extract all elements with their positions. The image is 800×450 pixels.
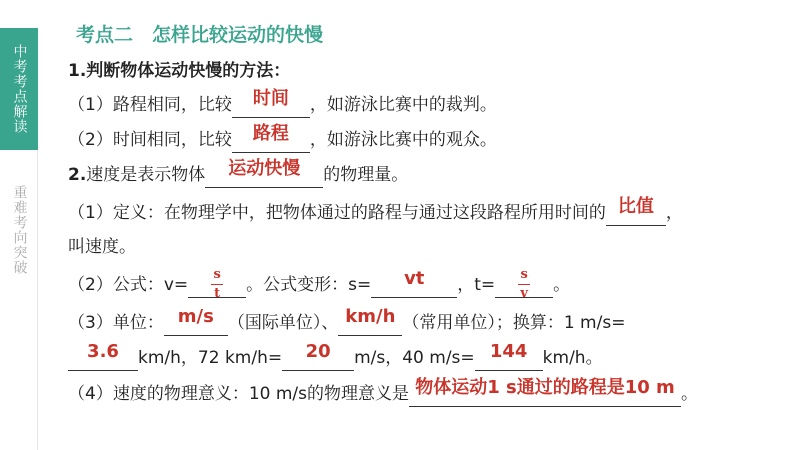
text: 。公式变形：s= — [246, 275, 372, 295]
line-conversion — [68, 341, 603, 371]
text: （2）公式：v= — [68, 275, 189, 295]
blank-8 — [164, 306, 228, 336]
blank-3 — [205, 158, 323, 188]
blank-9 — [338, 306, 402, 336]
answer-m-per-s: m/s — [177, 306, 214, 327]
text: ，如游泳比赛中的观众。 — [309, 130, 497, 150]
text: （4）速度的物理意义：10 m/s的物理意义是 — [68, 384, 409, 404]
text: ， — [665, 203, 683, 223]
sidebar — [0, 0, 38, 450]
answer-time: 时间 — [252, 88, 289, 109]
answer-3-6: 3.6 — [87, 341, 119, 362]
answer-144: 144 — [489, 341, 528, 362]
text: km/h。 — [542, 348, 603, 368]
answer-vt: vt — [404, 268, 425, 289]
sidebar-tab-exam-points[interactable]: 中考考点解读 — [0, 28, 38, 150]
line-speed-def — [68, 158, 409, 188]
denominator: t — [214, 286, 221, 301]
line-distance-same — [68, 88, 497, 118]
text: m/s，40 m/s= — [354, 348, 475, 368]
answer-km-per-h: km/h — [345, 306, 396, 327]
denominator: v — [520, 286, 528, 301]
text: （常用单位）；换算：1 m/s= — [402, 313, 626, 333]
answer-distance: 路程 — [252, 123, 289, 144]
numerator: s — [520, 267, 528, 282]
answer-ratio: 比值 — [617, 196, 654, 217]
section-heading-1: 1.判断物体运动快慢的方法： — [68, 61, 291, 81]
text: 。 — [681, 384, 698, 404]
text: （1）路程相同，比较 — [68, 95, 232, 115]
answer-motion-speed: 运动快慢 — [228, 158, 301, 179]
line-time-same — [68, 123, 497, 153]
fraction-s-over-v — [518, 268, 530, 301]
line-formula — [68, 267, 571, 301]
answer-meaning: 物体运动1 s通过的路程是10 m — [415, 377, 675, 398]
line-definition — [68, 196, 683, 226]
blank-5 — [188, 267, 246, 301]
fraction-s-over-t — [211, 268, 223, 301]
text: 2. — [68, 165, 87, 185]
text: ，t= — [457, 275, 496, 295]
blank-4 — [606, 196, 666, 226]
blank-6 — [371, 268, 457, 298]
blank-12 — [475, 341, 543, 371]
line-units — [68, 306, 626, 336]
blank-10 — [68, 341, 138, 371]
numerator: s — [213, 267, 221, 282]
text: 速度是表示物体 — [86, 165, 206, 185]
blank-13 — [409, 377, 681, 407]
text: （1）定义：在物理学中，把物体通过的路程与通过这段路程所用时间的 — [68, 203, 606, 223]
blank-7 — [495, 267, 553, 301]
text: 。 — [553, 275, 571, 295]
text: （国际单位）、 — [227, 313, 339, 333]
line-called-speed: 叫速度。 — [68, 237, 136, 257]
page-title: 考点二 怎样比较运动的快慢 — [76, 24, 324, 46]
text: （2）时间相同，比较 — [68, 130, 232, 150]
text: ，如游泳比赛中的裁判。 — [309, 95, 497, 115]
blank-11 — [282, 341, 354, 371]
blank-1 — [232, 88, 310, 118]
text: （3）单位： — [68, 313, 164, 333]
line-meaning — [68, 377, 698, 407]
sidebar-tab-key-difficulties[interactable]: 重难考向突破 — [11, 185, 28, 275]
text: 的物理量。 — [323, 165, 409, 185]
answer-20: 20 — [305, 341, 331, 362]
text: km/h，72 km/h= — [138, 348, 283, 368]
blank-2 — [232, 123, 310, 153]
